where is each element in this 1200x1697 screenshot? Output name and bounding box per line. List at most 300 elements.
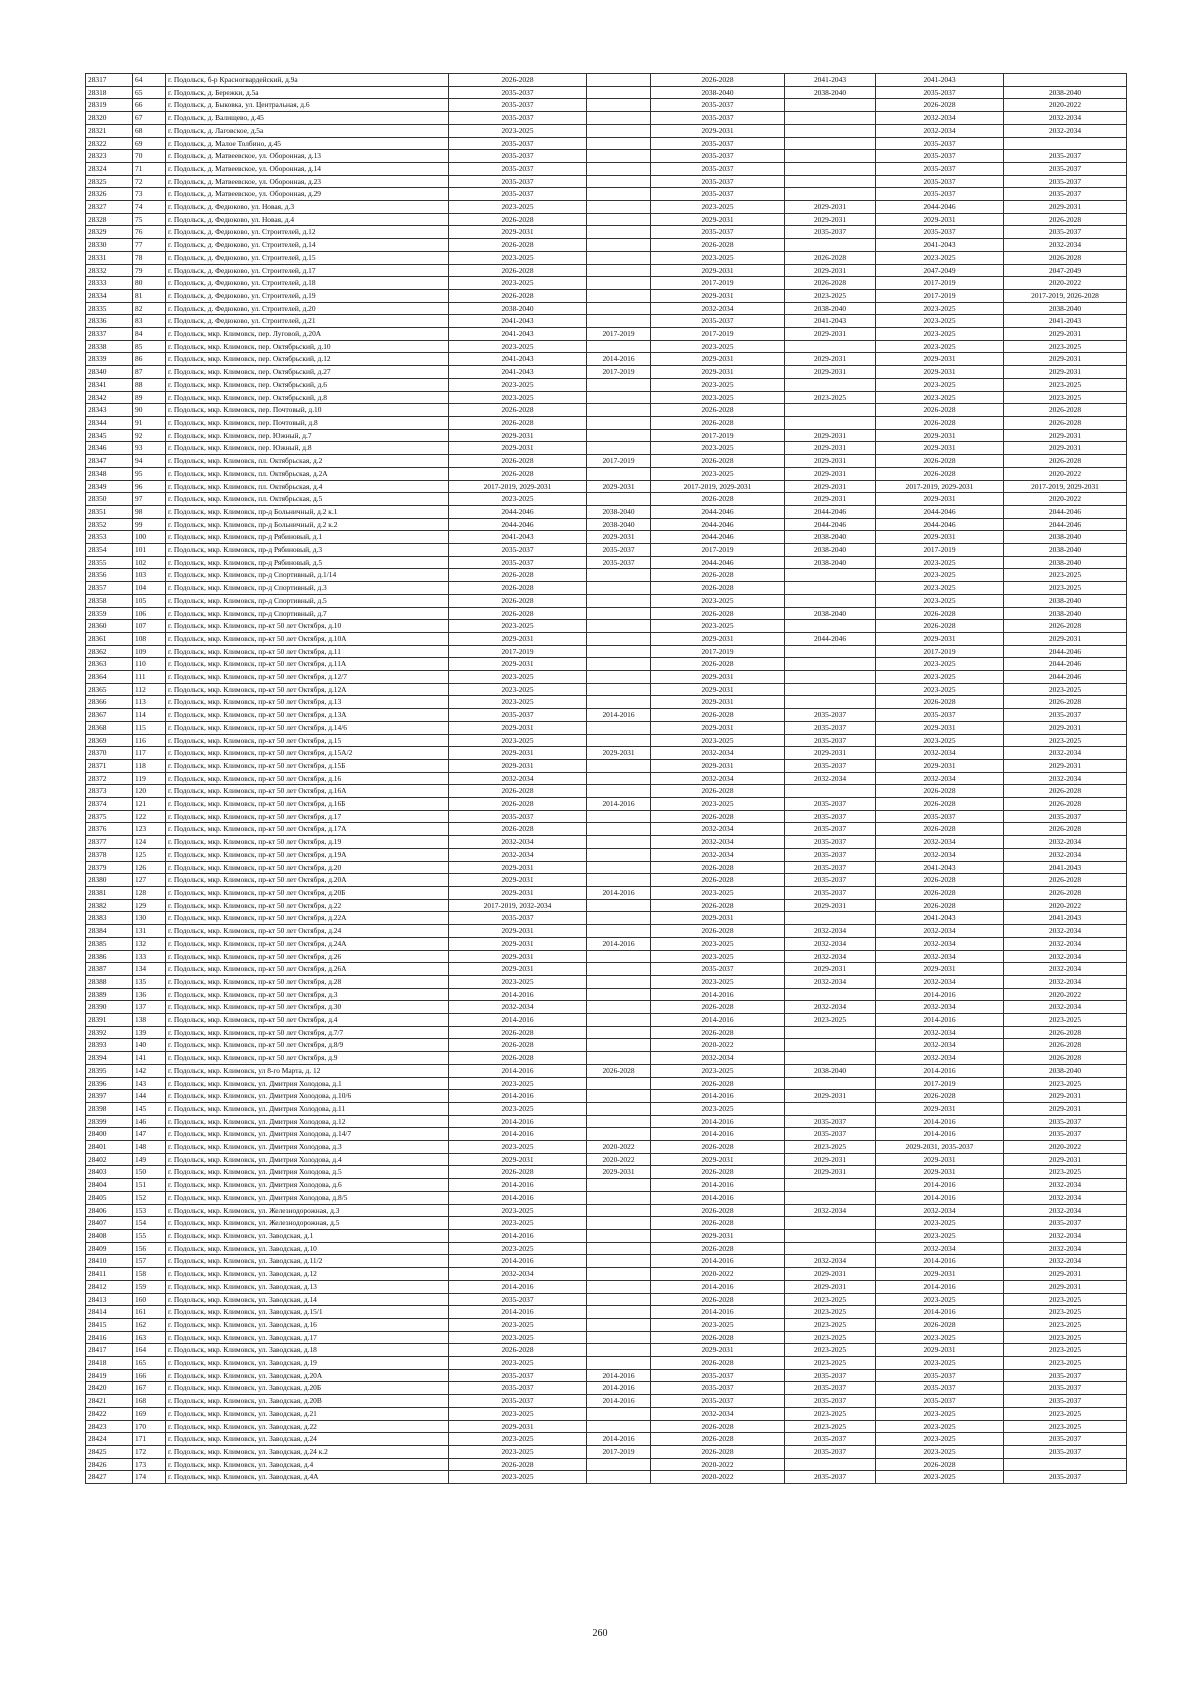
cell-period-2 bbox=[587, 683, 651, 696]
table-row bbox=[86, 798, 1127, 811]
table-row bbox=[86, 1229, 1127, 1242]
cell-period-3: 2026-2028 bbox=[651, 582, 785, 595]
cell-period-5: 2032-2034 bbox=[876, 937, 1004, 950]
cell-period-3: 2029-2031 bbox=[651, 264, 785, 277]
cell-period-2 bbox=[587, 150, 651, 163]
cell-address: г. Подольск, мкр. Климовск, ул. Заводская, д.11/2 bbox=[166, 1255, 449, 1268]
cell-record-id: 28343 bbox=[86, 404, 133, 417]
cell-period-2 bbox=[587, 1255, 651, 1268]
cell-record-id: 28407 bbox=[86, 1217, 133, 1230]
cell-item-number: 141 bbox=[133, 1052, 166, 1065]
cell-period-5: 2032-2034 bbox=[876, 1026, 1004, 1039]
cell-period-4 bbox=[785, 162, 876, 175]
cell-period-5: 2014-2016 bbox=[876, 1014, 1004, 1027]
cell-period-2 bbox=[587, 569, 651, 582]
cell-period-5: 2023-2025 bbox=[876, 251, 1004, 264]
cell-period-3: 2026-2028 bbox=[651, 785, 785, 798]
cell-period-4: 2035-2037 bbox=[785, 226, 876, 239]
cell-period-3: 2035-2037 bbox=[651, 1395, 785, 1408]
cell-period-2 bbox=[587, 899, 651, 912]
cell-period-1: 2035-2037 bbox=[449, 912, 587, 925]
cell-period-6: 2029-2031 bbox=[1004, 1268, 1127, 1281]
cell-period-3: 2026-2028 bbox=[651, 404, 785, 417]
cell-record-id: 28369 bbox=[86, 734, 133, 747]
cell-period-4: 2038-2040 bbox=[785, 531, 876, 544]
cell-record-id: 28402 bbox=[86, 1153, 133, 1166]
cell-period-4: 2023-2025 bbox=[785, 1420, 876, 1433]
table-row bbox=[86, 975, 1127, 988]
cell-item-number: 129 bbox=[133, 899, 166, 912]
cell-period-6: 2026-2028 bbox=[1004, 887, 1127, 900]
cell-period-4: 2032-2034 bbox=[785, 1204, 876, 1217]
cell-period-5: 2029-2031 bbox=[876, 759, 1004, 772]
cell-period-5: 2032-2034 bbox=[876, 112, 1004, 125]
cell-period-2: 2014-2016 bbox=[587, 1369, 651, 1382]
cell-period-2 bbox=[587, 1191, 651, 1204]
cell-item-number: 118 bbox=[133, 759, 166, 772]
cell-period-2 bbox=[587, 162, 651, 175]
cell-record-id: 28405 bbox=[86, 1191, 133, 1204]
cell-period-4: 2029-2031 bbox=[785, 493, 876, 506]
cell-period-6: 2032-2034 bbox=[1004, 124, 1127, 137]
cell-period-4: 2035-2037 bbox=[785, 874, 876, 887]
cell-item-number: 64 bbox=[133, 74, 166, 87]
cell-period-5: 2014-2016 bbox=[876, 1280, 1004, 1293]
cell-period-2 bbox=[587, 429, 651, 442]
cell-period-3: 2026-2028 bbox=[651, 899, 785, 912]
cell-period-1: 2029-2031 bbox=[449, 721, 587, 734]
cell-record-id: 28363 bbox=[86, 658, 133, 671]
cell-item-number: 146 bbox=[133, 1115, 166, 1128]
cell-record-id: 28366 bbox=[86, 696, 133, 709]
cell-address: г. Подольск, мкр. Климовск, пр-кт 50 лет Октября, д.15 bbox=[166, 734, 449, 747]
table-row bbox=[86, 658, 1127, 671]
cell-period-2 bbox=[587, 175, 651, 188]
cell-period-5: 2014-2016 bbox=[876, 1064, 1004, 1077]
cell-period-5: 2014-2016 bbox=[876, 1255, 1004, 1268]
cell-period-4: 2029-2031 bbox=[785, 1166, 876, 1179]
cell-period-3: 2026-2028 bbox=[651, 416, 785, 429]
cell-address: г. Подольск, мкр. Климовск, пр-кт 50 лет Октября, д.13 bbox=[166, 696, 449, 709]
cell-period-1: 2026-2028 bbox=[449, 1052, 587, 1065]
table-row bbox=[86, 1331, 1127, 1344]
cell-period-2 bbox=[587, 658, 651, 671]
cell-period-4: 2023-2025 bbox=[785, 1306, 876, 1319]
cell-record-id: 28400 bbox=[86, 1128, 133, 1141]
cell-period-2 bbox=[587, 1204, 651, 1217]
cell-address: г. Подольск, мкр. Климовск, ул. Дмитрия Холодова, д.4 bbox=[166, 1153, 449, 1166]
cell-record-id: 28367 bbox=[86, 709, 133, 722]
cell-record-id: 28409 bbox=[86, 1242, 133, 1255]
cell-period-3: 2035-2037 bbox=[651, 175, 785, 188]
table-row bbox=[86, 747, 1127, 760]
cell-period-2 bbox=[587, 251, 651, 264]
cell-item-number: 148 bbox=[133, 1141, 166, 1154]
cell-period-1: 2014-2016 bbox=[449, 1014, 587, 1027]
cell-period-3: 2023-2025 bbox=[651, 442, 785, 455]
cell-period-6: 2023-2025 bbox=[1004, 1357, 1127, 1370]
cell-period-5: 2029-2031 bbox=[876, 963, 1004, 976]
cell-record-id: 28325 bbox=[86, 175, 133, 188]
cell-item-number: 116 bbox=[133, 734, 166, 747]
cell-period-6: 2032-2034 bbox=[1004, 1001, 1127, 1014]
cell-period-6: 2026-2028 bbox=[1004, 823, 1127, 836]
cell-address: г. Подольск, д. Федюково, ул. Строителей, д.20 bbox=[166, 302, 449, 315]
table-row bbox=[86, 1433, 1127, 1446]
cell-period-2: 2038-2040 bbox=[587, 518, 651, 531]
table-row bbox=[86, 1318, 1127, 1331]
table-row bbox=[86, 1306, 1127, 1319]
cell-period-4: 2029-2031 bbox=[785, 264, 876, 277]
cell-period-6: 2035-2037 bbox=[1004, 162, 1127, 175]
cell-item-number: 81 bbox=[133, 289, 166, 302]
cell-period-5: 2023-2025 bbox=[876, 328, 1004, 341]
cell-period-5: 2029-2031 bbox=[876, 366, 1004, 379]
table-row bbox=[86, 582, 1127, 595]
cell-period-6: 2035-2037 bbox=[1004, 1471, 1127, 1484]
cell-period-3: 2029-2031 bbox=[651, 353, 785, 366]
cell-period-1: 2026-2028 bbox=[449, 785, 587, 798]
cell-period-6: 2035-2037 bbox=[1004, 810, 1127, 823]
cell-period-5: 2029-2031 bbox=[876, 632, 1004, 645]
cell-item-number: 130 bbox=[133, 912, 166, 925]
cell-period-4: 2029-2031 bbox=[785, 328, 876, 341]
cell-period-5: 2017-2019, 2029-2031 bbox=[876, 480, 1004, 493]
cell-period-5: 2026-2028 bbox=[876, 823, 1004, 836]
table-row bbox=[86, 1471, 1127, 1484]
cell-item-number: 75 bbox=[133, 213, 166, 226]
cell-period-3: 2035-2037 bbox=[651, 1382, 785, 1395]
cell-record-id: 28361 bbox=[86, 632, 133, 645]
cell-period-2 bbox=[587, 988, 651, 1001]
cell-period-3: 2014-2016 bbox=[651, 1128, 785, 1141]
cell-address: г. Подольск, д. Бережки, д.5а bbox=[166, 86, 449, 99]
cell-period-6: 2044-2046 bbox=[1004, 518, 1127, 531]
cell-period-2 bbox=[587, 213, 651, 226]
table-row bbox=[86, 1204, 1127, 1217]
cell-period-5: 2029-2031 bbox=[876, 531, 1004, 544]
cell-item-number: 133 bbox=[133, 950, 166, 963]
table-row bbox=[86, 188, 1127, 201]
cell-record-id: 28393 bbox=[86, 1039, 133, 1052]
cell-period-2 bbox=[587, 912, 651, 925]
cell-period-6: 2032-2034 bbox=[1004, 239, 1127, 252]
cell-item-number: 124 bbox=[133, 836, 166, 849]
cell-period-5: 2026-2028 bbox=[876, 416, 1004, 429]
cell-address: г. Подольск, мкр. Климовск, ул. Железнодорожная, д.5 bbox=[166, 1217, 449, 1230]
cell-period-1: 2035-2037 bbox=[449, 162, 587, 175]
cell-address: г. Подольск, д. Быковка, ул. Центральная, д.6 bbox=[166, 99, 449, 112]
cell-record-id: 28332 bbox=[86, 264, 133, 277]
cell-period-5: 2035-2037 bbox=[876, 188, 1004, 201]
cell-period-1: 2014-2016 bbox=[449, 1191, 587, 1204]
cell-period-2 bbox=[587, 416, 651, 429]
cell-period-2 bbox=[587, 1268, 651, 1281]
table-row bbox=[86, 671, 1127, 684]
cell-period-6: 2032-2034 bbox=[1004, 1179, 1127, 1192]
cell-period-2 bbox=[587, 1306, 651, 1319]
cell-address: г. Подольск, д. Федюково, ул. Строителей, д.14 bbox=[166, 239, 449, 252]
cell-period-2 bbox=[587, 442, 651, 455]
cell-period-5: 2032-2034 bbox=[876, 1242, 1004, 1255]
cell-period-2 bbox=[587, 467, 651, 480]
cell-period-4 bbox=[785, 1191, 876, 1204]
cell-period-1: 2017-2019, 2029-2031 bbox=[449, 480, 587, 493]
cell-period-2: 2017-2019 bbox=[587, 1445, 651, 1458]
cell-item-number: 170 bbox=[133, 1420, 166, 1433]
cell-period-3: 2026-2028 bbox=[651, 1331, 785, 1344]
cell-period-3: 2029-2031 bbox=[651, 683, 785, 696]
cell-period-3: 2023-2025 bbox=[651, 975, 785, 988]
cell-period-2: 2014-2016 bbox=[587, 1395, 651, 1408]
cell-period-4: 2032-2034 bbox=[785, 975, 876, 988]
cell-record-id: 28387 bbox=[86, 963, 133, 976]
cell-period-3: 2035-2037 bbox=[651, 226, 785, 239]
cell-period-3: 2026-2028 bbox=[651, 1217, 785, 1230]
cell-record-id: 28403 bbox=[86, 1166, 133, 1179]
cell-period-1: 2023-2025 bbox=[449, 201, 587, 214]
cell-period-2 bbox=[587, 1471, 651, 1484]
cell-period-4 bbox=[785, 594, 876, 607]
cell-address: г. Подольск, мкр. Климовск, пр-д Рябиновый, д.3 bbox=[166, 544, 449, 557]
cell-address: г. Подольск, мкр. Климовск, пер. Октябрьский, д.6 bbox=[166, 378, 449, 391]
cell-period-1: 2026-2028 bbox=[449, 1458, 587, 1471]
cell-item-number: 151 bbox=[133, 1179, 166, 1192]
cell-period-6: 2032-2034 bbox=[1004, 937, 1127, 950]
table-row bbox=[86, 1064, 1127, 1077]
cell-period-6: 2023-2025 bbox=[1004, 1293, 1127, 1306]
cell-item-number: 78 bbox=[133, 251, 166, 264]
cell-item-number: 87 bbox=[133, 366, 166, 379]
cell-item-number: 150 bbox=[133, 1166, 166, 1179]
cell-address: г. Подольск, мкр. Климовск, пр-кт 50 лет Октября, д.19 bbox=[166, 836, 449, 849]
cell-period-6: 2023-2025 bbox=[1004, 1407, 1127, 1420]
cell-period-1: 2023-2025 bbox=[449, 975, 587, 988]
cell-period-6: 2032-2034 bbox=[1004, 772, 1127, 785]
cell-period-4 bbox=[785, 1229, 876, 1242]
cell-period-6: 2032-2034 bbox=[1004, 1191, 1127, 1204]
cell-period-6: 2026-2028 bbox=[1004, 1052, 1127, 1065]
cell-period-4: 2035-2037 bbox=[785, 1115, 876, 1128]
cell-item-number: 80 bbox=[133, 277, 166, 290]
cell-period-5: 2029-2031 bbox=[876, 213, 1004, 226]
cell-period-3: 2035-2037 bbox=[651, 150, 785, 163]
cell-address: г. Подольск, мкр. Климовск, ул. Заводская, д.20А bbox=[166, 1369, 449, 1382]
cell-item-number: 90 bbox=[133, 404, 166, 417]
table-row bbox=[86, 1382, 1127, 1395]
cell-period-6: 2029-2031 bbox=[1004, 1153, 1127, 1166]
cell-period-3: 2026-2028 bbox=[651, 1433, 785, 1446]
cell-address: г. Подольск, мкр. Климовск, пр-д Спортивный, д.3 bbox=[166, 582, 449, 595]
cell-address: г. Подольск, мкр. Климовск, пл. Октябрьская, д.5 bbox=[166, 493, 449, 506]
cell-period-6: 2035-2037 bbox=[1004, 1382, 1127, 1395]
cell-record-id: 28380 bbox=[86, 874, 133, 887]
cell-period-1: 2035-2037 bbox=[449, 112, 587, 125]
table-row bbox=[86, 493, 1127, 506]
table-row bbox=[86, 759, 1127, 772]
cell-record-id: 28395 bbox=[86, 1064, 133, 1077]
cell-item-number: 147 bbox=[133, 1128, 166, 1141]
cell-address: г. Подольск, мкр. Климовск, пр-кт 50 лет Октября, д.20А bbox=[166, 874, 449, 887]
cell-period-2 bbox=[587, 1039, 651, 1052]
cell-period-1: 2026-2028 bbox=[449, 1026, 587, 1039]
cell-period-1: 2026-2028 bbox=[449, 1344, 587, 1357]
cell-period-3: 2032-2034 bbox=[651, 836, 785, 849]
cell-record-id: 28372 bbox=[86, 772, 133, 785]
cell-address: г. Подольск, д. Федюково, ул. Строителей, д.12 bbox=[166, 226, 449, 239]
cell-period-3: 2014-2016 bbox=[651, 1115, 785, 1128]
cell-period-1: 2014-2016 bbox=[449, 1179, 587, 1192]
cell-item-number: 100 bbox=[133, 531, 166, 544]
cell-period-1: 2026-2028 bbox=[449, 404, 587, 417]
cell-period-6: 2020-2022 bbox=[1004, 988, 1127, 1001]
cell-period-4: 2044-2046 bbox=[785, 518, 876, 531]
cell-period-6: 2032-2034 bbox=[1004, 925, 1127, 938]
cell-period-3: 2023-2025 bbox=[651, 620, 785, 633]
cell-period-4: 2035-2037 bbox=[785, 1382, 876, 1395]
cell-address: г. Подольск, мкр. Климовск, пр-кт 50 лет Октября, д.10А bbox=[166, 632, 449, 645]
cell-record-id: 28412 bbox=[86, 1280, 133, 1293]
cell-period-4 bbox=[785, 188, 876, 201]
cell-period-3: 2032-2034 bbox=[651, 772, 785, 785]
cell-period-1: 2023-2025 bbox=[449, 620, 587, 633]
cell-address: г. Подольск, мкр. Климовск, ул. Дмитрия Холодова, д.1 bbox=[166, 1077, 449, 1090]
cell-period-3: 2014-2016 bbox=[651, 1306, 785, 1319]
cell-period-4: 2032-2034 bbox=[785, 937, 876, 950]
cell-period-2 bbox=[587, 645, 651, 658]
cell-record-id: 28396 bbox=[86, 1077, 133, 1090]
cell-item-number: 163 bbox=[133, 1331, 166, 1344]
cell-address: г. Подольск, мкр. Климовск, пр-кт 50 лет Октября, д.12А bbox=[166, 683, 449, 696]
cell-period-2 bbox=[587, 86, 651, 99]
cell-period-1: 2029-2031 bbox=[449, 937, 587, 950]
table-row bbox=[86, 899, 1127, 912]
cell-item-number: 120 bbox=[133, 785, 166, 798]
cell-address: г. Подольск, д. Валищево, д.45 bbox=[166, 112, 449, 125]
cell-item-number: 114 bbox=[133, 709, 166, 722]
cell-period-6: 2023-2025 bbox=[1004, 1331, 1127, 1344]
cell-period-1: 2035-2037 bbox=[449, 810, 587, 823]
cell-period-2: 2029-2031 bbox=[587, 1166, 651, 1179]
cell-period-6: 2023-2025 bbox=[1004, 340, 1127, 353]
cell-period-4: 2023-2025 bbox=[785, 1344, 876, 1357]
cell-address: г. Подольск, мкр. Климовск, ул. Заводская, д.24 bbox=[166, 1433, 449, 1446]
table-row bbox=[86, 150, 1127, 163]
table-row bbox=[86, 607, 1127, 620]
cell-period-5: 2026-2028 bbox=[876, 607, 1004, 620]
cell-period-6: 2029-2031 bbox=[1004, 442, 1127, 455]
cell-period-6: 2023-2025 bbox=[1004, 391, 1127, 404]
cell-period-1: 2029-2031 bbox=[449, 887, 587, 900]
cell-address: г. Подольск, мкр. Климовск, пр-кт 50 лет Октября, д.15А/2 bbox=[166, 747, 449, 760]
cell-period-2: 2014-2016 bbox=[587, 798, 651, 811]
table-row bbox=[86, 772, 1127, 785]
cell-period-2: 2014-2016 bbox=[587, 1433, 651, 1446]
cell-address: г. Подольск, мкр. Климовск, пр-кт 50 лет Октября, д.17А bbox=[166, 823, 449, 836]
cell-period-1: 2014-2016 bbox=[449, 988, 587, 1001]
cell-period-5: 2026-2028 bbox=[876, 696, 1004, 709]
cell-period-1: 2023-2025 bbox=[449, 1318, 587, 1331]
table-row bbox=[86, 366, 1127, 379]
cell-period-4: 2038-2040 bbox=[785, 86, 876, 99]
cell-period-3: 2023-2025 bbox=[651, 251, 785, 264]
cell-record-id: 28338 bbox=[86, 340, 133, 353]
cell-period-4 bbox=[785, 1217, 876, 1230]
cell-period-1: 2029-2031 bbox=[449, 1420, 587, 1433]
cell-period-4: 2035-2037 bbox=[785, 810, 876, 823]
cell-address: г. Подольск, мкр. Климовск, пр-кт 50 лет Октября, д.28 bbox=[166, 975, 449, 988]
cell-period-2 bbox=[587, 289, 651, 302]
table-row bbox=[86, 887, 1127, 900]
cell-item-number: 135 bbox=[133, 975, 166, 988]
cell-period-5: 2029-2031 bbox=[876, 1102, 1004, 1115]
cell-period-3: 2029-2031 bbox=[651, 1229, 785, 1242]
cell-period-6: 2020-2022 bbox=[1004, 277, 1127, 290]
cell-period-2 bbox=[587, 1102, 651, 1115]
cell-record-id: 28382 bbox=[86, 899, 133, 912]
cell-address: г. Подольск, д. Федюково, ул. Строителей, д.18 bbox=[166, 277, 449, 290]
cell-period-2: 2020-2022 bbox=[587, 1153, 651, 1166]
cell-item-number: 79 bbox=[133, 264, 166, 277]
cell-record-id: 28365 bbox=[86, 683, 133, 696]
cell-record-id: 28317 bbox=[86, 74, 133, 87]
cell-period-5: 2035-2037 bbox=[876, 226, 1004, 239]
cell-period-3: 2029-2031 bbox=[651, 671, 785, 684]
cell-item-number: 158 bbox=[133, 1268, 166, 1281]
cell-period-3: 2026-2028 bbox=[651, 569, 785, 582]
schedule-table bbox=[85, 73, 1127, 1484]
cell-period-3: 2026-2028 bbox=[651, 925, 785, 938]
cell-period-6: 2026-2028 bbox=[1004, 213, 1127, 226]
cell-period-1: 2023-2025 bbox=[449, 1077, 587, 1090]
cell-period-5: 2041-2043 bbox=[876, 912, 1004, 925]
cell-record-id: 28327 bbox=[86, 201, 133, 214]
cell-period-5: 2023-2025 bbox=[876, 1293, 1004, 1306]
cell-period-4 bbox=[785, 1026, 876, 1039]
cell-period-1: 2035-2037 bbox=[449, 1293, 587, 1306]
cell-record-id: 28417 bbox=[86, 1344, 133, 1357]
cell-record-id: 28354 bbox=[86, 544, 133, 557]
cell-period-4 bbox=[785, 99, 876, 112]
table-row bbox=[86, 353, 1127, 366]
cell-period-1: 2023-2025 bbox=[449, 378, 587, 391]
cell-period-4: 2026-2028 bbox=[785, 251, 876, 264]
cell-period-4: 2038-2040 bbox=[785, 544, 876, 557]
cell-period-2: 2020-2022 bbox=[587, 1141, 651, 1154]
cell-period-5: 2023-2025 bbox=[876, 658, 1004, 671]
cell-period-4: 2023-2025 bbox=[785, 1014, 876, 1027]
cell-item-number: 110 bbox=[133, 658, 166, 671]
cell-period-5: 2026-2028 bbox=[876, 1090, 1004, 1103]
cell-period-2 bbox=[587, 632, 651, 645]
cell-period-5: 2023-2025 bbox=[876, 569, 1004, 582]
cell-record-id: 28385 bbox=[86, 937, 133, 950]
cell-period-2 bbox=[587, 861, 651, 874]
cell-period-6: 2044-2046 bbox=[1004, 658, 1127, 671]
cell-record-id: 28331 bbox=[86, 251, 133, 264]
cell-period-3: 2029-2031 bbox=[651, 721, 785, 734]
table-row bbox=[86, 74, 1127, 87]
cell-period-5: 2026-2028 bbox=[876, 874, 1004, 887]
table-row bbox=[86, 518, 1127, 531]
cell-period-3: 2026-2028 bbox=[651, 709, 785, 722]
table-row bbox=[86, 505, 1127, 518]
cell-period-3: 2023-2025 bbox=[651, 1102, 785, 1115]
cell-period-4: 2029-2031 bbox=[785, 455, 876, 468]
cell-record-id: 28386 bbox=[86, 950, 133, 963]
cell-record-id: 28347 bbox=[86, 455, 133, 468]
cell-period-3: 2023-2025 bbox=[651, 887, 785, 900]
